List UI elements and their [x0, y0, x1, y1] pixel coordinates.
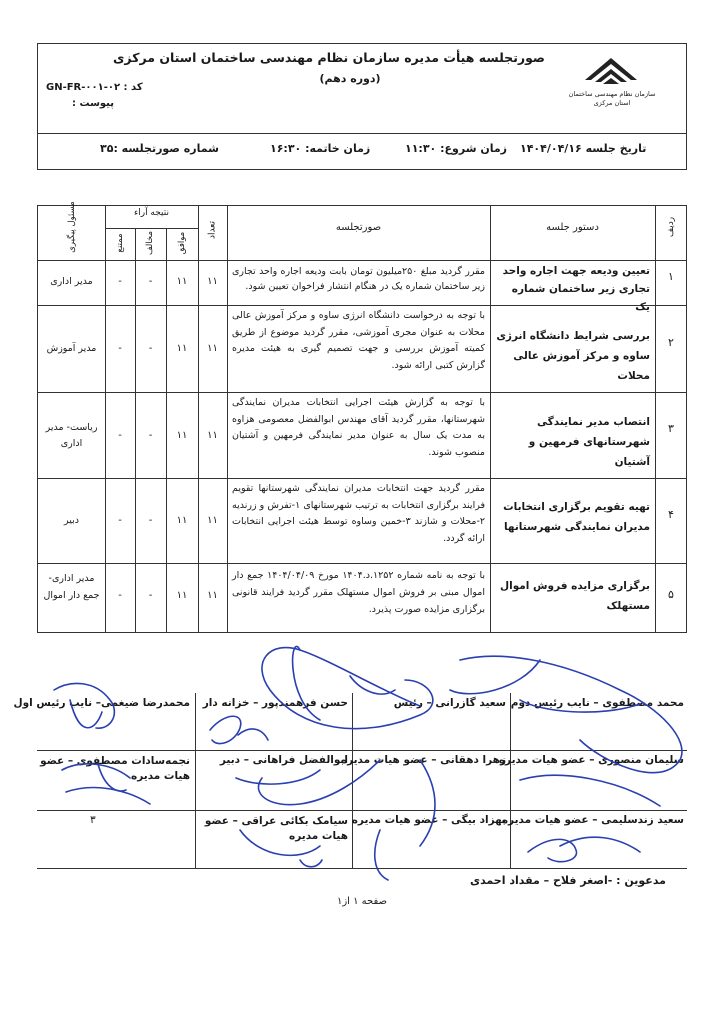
signatory-vice-chair-2: محمد مصطفوی – نایب رئیس دوم	[510, 697, 684, 709]
agenda-cell: تعیین ودیعه جهت اجاره واحد تجاری زیر ساختمان شماره یک	[502, 265, 650, 313]
count-cell: ۱۱	[207, 515, 218, 526]
abstain-cell: -	[118, 276, 122, 287]
signatory-treasurer: حسن فرهمندپور – خزانه دار	[202, 697, 348, 709]
disagree-cell: -	[148, 590, 153, 601]
header-row-number: ردیف	[666, 216, 676, 238]
count-cell: ۱۱	[207, 590, 218, 601]
agree-cell: ۱۱	[176, 515, 188, 526]
sig-row-line	[37, 810, 687, 811]
agenda-cell: برگزاری مزایده فروش اموال مستهلک	[500, 580, 650, 612]
header-count: تعداد	[207, 220, 218, 240]
sig-col-line	[510, 693, 511, 868]
minutes-cell: با توجه به درخواست دانشگاه انرژی ساوه و مرکز آموزش عالی محلات به عنوان مجری آموزشی، مقرر گردید موضوع از طریق کمیته آموزش بررسی و جهت تصمیم گیری به هیئت مدیره گزارش کتبی ارائه شود.	[232, 310, 485, 371]
abstain-cell: -	[118, 430, 122, 441]
disagree-cell: -	[148, 343, 153, 354]
row-line	[37, 260, 687, 261]
col-line	[105, 205, 106, 633]
row3-mark: ۳	[90, 814, 96, 826]
signatory-board-member: سیامک بکائی عراقی – عضو هیات مدیره	[204, 815, 348, 842]
minutes-cell: با توجه به گزارش هیئت اجرایی انتخابات مدیران نمایندگی شهرستانها، مقرر گردید آقای مهندس ابوالفضل معصومی هزاوه به مدت یک سال به عنوان مدیر نمایندگی فرمهین و آشتیان منصوب شوند.	[232, 397, 485, 458]
signatory-chair: سعید گازرانی – رئیس	[393, 697, 506, 709]
form-code: کد : GN-FR-۰۰۱-۰۲	[46, 82, 143, 93]
minutes-cell: با توجه به نامه شماره ۱۲۵۲.د.۱۴۰۴ مورخ ۱۴۰۴/۰۴/۰۹ جمع دار اموال مبنی بر فروش اموال مستهلک مقرر گردید فرایند قانونی برگزاری مزایده صورت پذیرد.	[232, 570, 485, 615]
signatory-board-member: زهرا دهقانی – عضو هیات مدیره	[340, 754, 506, 766]
disagree-cell: -	[148, 515, 153, 526]
header-divider	[37, 133, 687, 134]
signatory-vice-chair-1: محمدرضا ضیغمی– نایب رئیس اول	[13, 697, 190, 709]
header-followup: مسئول پیگیری	[67, 201, 77, 253]
followup-cell: دبیر	[64, 515, 79, 526]
signatory-board-member: بهزاد بیگی – عضو هیات مدیره	[351, 814, 506, 826]
attachment-label: پیوست :	[72, 98, 115, 109]
row-number: ۴	[668, 508, 674, 521]
agenda-cell: تهیه تقویم برگزاری انتخابات مدیران نمایندگی شهرستانها	[503, 501, 650, 533]
row-number: ۳	[668, 422, 674, 435]
count-cell: ۱۱	[207, 343, 218, 354]
logo-mark-icon	[581, 50, 641, 90]
header-agenda: دستور جلسه	[546, 222, 599, 233]
agree-cell: ۱۱	[176, 343, 188, 354]
col-line	[198, 205, 199, 633]
abstain-cell: -	[118, 590, 122, 601]
minutes-cell: مقرر گردید مبلغ ۲۵۰میلیون تومان بابت ودیعه اجاره واحد تجاری زیر ساختمان شماره یک در هنگام انتشار فراخوان تعیین شود.	[232, 266, 485, 292]
row-line	[37, 563, 687, 564]
end-time: زمان خاتمه: ۱۶:۳۰	[270, 142, 371, 155]
signatory-secretary: ابوالفضل فراهانی – دبیر	[219, 754, 348, 766]
followup-cell: مدیر اداری	[50, 276, 93, 287]
agenda-cell: انتصاب مدیر نمایندگی شهرستانهای فرمهین و آشتیان	[528, 416, 650, 468]
agree-cell: ۱۱	[176, 276, 188, 287]
minutes-cell: مقرر گردید جهت انتخابات مدیران نمایندگی شهرستانها تقویم فرایند برگزاری انتخابات به ترتیب شهرستانهای ۱-تفرش و زرندیه ۲-محلات و شازند ۳-خمین وساوه توسط هیئت اجرایی انتخابات ارائه گردد.	[232, 483, 485, 544]
agree-cell: ۱۱	[176, 430, 188, 441]
page-subtitle: (دوره دهم)	[319, 72, 381, 85]
row-number: ۵	[668, 588, 674, 601]
page-number: صفحه ۱ از۱	[336, 896, 388, 907]
count-cell: ۱۱	[207, 430, 218, 441]
minutes-number: شماره صورتجلسه :۳۵	[100, 142, 219, 155]
count-cell: ۱۱	[207, 276, 218, 287]
row-number: ۱	[668, 270, 674, 283]
followup-cell: مدیر آموزش	[46, 343, 97, 354]
row-line	[37, 478, 687, 479]
disagree-cell: -	[148, 276, 153, 287]
sig-row-line	[37, 750, 687, 751]
header-disagree: مخالف	[145, 230, 155, 256]
col-line	[227, 205, 228, 633]
row-number: ۲	[668, 336, 674, 349]
page-title: صورتجلسه هیأت مدیره سازمان نظام مهندسی ساختمان استان مرکزی	[112, 50, 545, 65]
disagree-cell: -	[148, 430, 153, 441]
followup-cell: ریاست- مدیر اداری	[45, 422, 98, 449]
abstain-cell: -	[118, 515, 122, 526]
signatory-board-member: سلیمان منصوری – عضو هیات مدیره	[498, 754, 684, 766]
meeting-date: تاریخ جلسه ۱۴۰۴/۰۴/۱۶	[520, 142, 647, 155]
followup-cell: مدیر اداری- جمع دار اموال	[43, 573, 100, 601]
org-logo	[556, 50, 666, 122]
header-agree: موافق	[177, 231, 187, 255]
signatory-board-member: نجمه‌سادات مصطفوی – عضو هیات مدیره	[40, 755, 190, 782]
agree-cell: ۱۱	[176, 590, 188, 601]
abstain-cell: -	[118, 343, 122, 354]
agenda-cell: بررسی شرایط دانشگاه انرژی ساوه و مرکز آموزش عالی محلات	[496, 330, 650, 382]
row-line	[37, 392, 687, 393]
header-minutes: صورتجلسه	[335, 222, 382, 233]
sig-col-line	[352, 693, 353, 868]
header-vote-result: نتیجه آراء	[133, 208, 169, 218]
signatory-board-member: سعید زندسلیمی – عضو هیات مدیره	[501, 814, 684, 826]
start-time: زمان شروع: ۱۱:۳۰	[405, 142, 507, 155]
logo-text: سازمان نظام مهندسی ساختمان استان مرکزی	[568, 90, 656, 107]
guests-line: مدعوین : -اصغر فلاح – مقداد احمدی	[470, 874, 666, 887]
header-abstain: ممتنع	[115, 233, 125, 253]
sig-col-line	[195, 693, 196, 868]
sig-row-line	[37, 868, 687, 869]
col-line	[490, 205, 491, 633]
